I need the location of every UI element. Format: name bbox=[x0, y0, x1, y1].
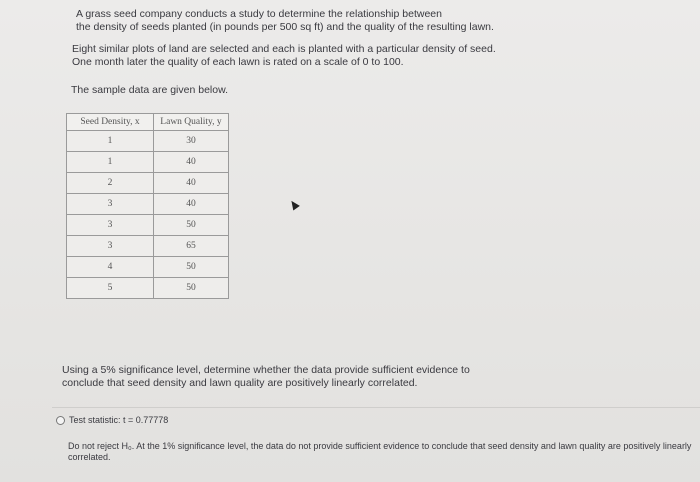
header-seed-density: Seed Density, x bbox=[67, 114, 154, 131]
sample-data-caption: The sample data are given below. bbox=[71, 84, 229, 96]
table-row bbox=[67, 236, 229, 257]
lawn-quality-cell: 30 bbox=[154, 131, 229, 152]
setup-paragraph bbox=[72, 43, 496, 69]
radio-button-icon[interactable] bbox=[56, 416, 65, 425]
prompt-line-2: conclude that seed density and lawn quality are positively linearly correlated. bbox=[62, 377, 418, 389]
mouse-cursor-icon bbox=[288, 199, 300, 211]
lawn-quality-cell: 40 bbox=[154, 173, 229, 194]
seed-density-cell: 5 bbox=[67, 278, 154, 299]
setup-line-2: One month later the quality of each lawn is rated on a scale of 0 to 100. bbox=[72, 56, 404, 68]
seed-density-cell: 2 bbox=[67, 173, 154, 194]
lawn-quality-cell: 65 bbox=[154, 236, 229, 257]
table-row bbox=[67, 278, 229, 299]
seed-density-cell: 1 bbox=[67, 131, 154, 152]
lawn-quality-cell: 40 bbox=[154, 194, 229, 215]
table-row bbox=[67, 152, 229, 173]
table-row bbox=[67, 194, 229, 215]
setup-line-1: Eight similar plots of land are selected and each is planted with a particular density of seed. bbox=[72, 43, 496, 55]
answer-option-label: Test statistic: t = 0.77778 bbox=[69, 415, 169, 425]
table-row bbox=[67, 257, 229, 278]
seed-density-cell: 3 bbox=[67, 236, 154, 257]
table-row bbox=[67, 215, 229, 236]
intro-line-1: A grass seed company conducts a study to determine the relationship between bbox=[76, 8, 442, 20]
answer-option-radio[interactable] bbox=[56, 415, 168, 425]
task-prompt bbox=[62, 364, 470, 390]
answer-conclusion-text: Do not reject H₀. At the 1% significance level, the data do not provide sufficient evidence to conclude that seed density and lawn quality are positively linearly correlated. bbox=[68, 441, 692, 462]
seed-density-cell: 4 bbox=[67, 257, 154, 278]
intro-line-2: the density of seeds planted (in pounds per 500 sq ft) and the quality of the resulting lawn. bbox=[76, 21, 494, 33]
lawn-quality-cell: 50 bbox=[154, 278, 229, 299]
lawn-quality-cell: 50 bbox=[154, 257, 229, 278]
sample-data-table bbox=[66, 113, 229, 299]
seed-density-cell: 1 bbox=[67, 152, 154, 173]
table-row bbox=[67, 131, 229, 152]
table-header-row bbox=[67, 114, 229, 131]
seed-density-cell: 3 bbox=[67, 194, 154, 215]
intro-paragraph bbox=[76, 8, 494, 34]
lawn-quality-cell: 50 bbox=[154, 215, 229, 236]
prompt-line-1: Using a 5% significance level, determine whether the data provide sufficient evidence to bbox=[62, 364, 470, 376]
header-lawn-quality: Lawn Quality, y bbox=[154, 114, 229, 131]
lawn-quality-cell: 40 bbox=[154, 152, 229, 173]
divider bbox=[52, 407, 700, 408]
seed-density-cell: 3 bbox=[67, 215, 154, 236]
table-row bbox=[67, 173, 229, 194]
